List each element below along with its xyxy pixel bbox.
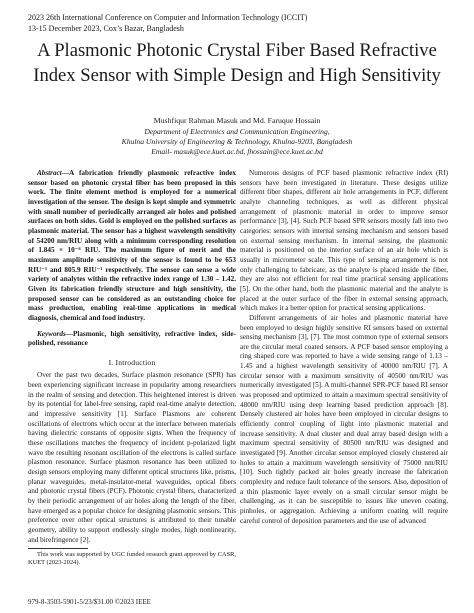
abstract (28, 169, 236, 324)
paper-authors: Mushfiqur Rahman Masuk and Md. Faruque Hossain (153, 116, 321, 125)
right-column (240, 169, 448, 526)
section-heading-introduction: I. Introduction (108, 357, 156, 367)
copyright-footer: 979-8-3503-5901-5/23/$31.00 ©2023 IEEE (28, 598, 151, 606)
left-column (28, 169, 236, 567)
paper-title: A Plasmonic Photonic Crystal Fiber Based Refractive Index Sensor with Simple Design and High Sensitivity (33, 40, 441, 86)
keywords-text: —Plasmonic, high sensitivity, refractive index, side-polished, resonance (28, 329, 236, 348)
conference-header (28, 13, 307, 34)
intro-paragraph-right-2: Different arrangements of air holes and plasmonic material have been employed to design highly sensitive RI sensors based on external sensing mechanism [3], [7]. The most common type of external sensors are the circular metal coated sensors. A PCF based sensor employing a ring shaped core was reported to have a wide sensing range of 1.13 – 1.45 and a highest wavelength sensitivity of 40000 nm/RIU [7]. A circular sensor with a maximum sensitivity of 40500 nm/RIU was numerically investigated [5]. A multi-channel SPR-PCF based RI sensor was proposed and optimized to attain a maximum spectral sensitivity of 48000 nm/RIU using deep learning based prediction approach [8]. Densely clustered air holes have been employed in circular designs to efficiently control coupling of light into plasmonic material and increase sensitivity. A dual cluster and dual array based design with a maximum spectral sensitivity of 80500 nm/RIU was designed and investigated [9]. Another circular sensor employed closely clustered air holes to attain a maximum wavelength sensitivity of 75000 nm/RIU [10]. Such tightly packed air holes greatly increase the fabrication complexity and reduce fault tolerance of the sensors. Also, deposition of a thin plasmonic layer evenly on a small circular sensor might be challenging, as it can be susceptible to issues like uneven coating, pinholes, or aggregation. Achieving a uniform coating will require careful control of deposition parameters and the use of advanced (240, 313, 448, 525)
intro-paragraph-right-1: Numerous designs of PCF based plasmonic refractive index (RI) sensors have been investigated in literature. These designs utilize different fiber shapes, different air hole arrangements in PCF, different analyte channeling techniques, as well as different physical arrangement of plasmonic material in order to improve sensor performance [3], [4]. Such PCF based SPR sensors mostly fall into two categories: sensors with internal sensing mechanism and sensors based on external sensing mechanism. In internal sensing, the plasmonic material is positioned on the interior surface of an air hole which is usually in micrometer scale. This type of sensing arrangement is not only challenging to fabricate, as the analyte is placed inside the fiber, they are also not efficient for real time practical sensing applications [5]. On the other hand, both the plasmonic material and the analyte is placed at the outer surface of the fiber in external sensing approach, which makes it a better option for practical sensing applications. (240, 169, 448, 313)
footnote-divider (28, 548, 88, 549)
conference-date-location: 13-15 December 2023, Cox’s Bazar, Bangladesh (28, 23, 184, 33)
conference-name: 2023 26th International Conference on Computer and Information Technology (ICCIT) (28, 13, 308, 22)
abstract-label: Abstract (37, 169, 62, 177)
affiliation-department: Department of Electronics and Communication Engineering, (144, 127, 330, 136)
intro-paragraph-left: Over the past two decades, Surface plasmon resonance (SPR) has been experiencing significant increase in popularity among researchers in the realm of sensing and detection. This heightened interest is driven by its potential for label-free sensing, rapid real-time analyte detection, and impressive sensitivity [1]. Surface Plasmons are coherent oscillations of electrons which occur at the interface between materials having dielectric constants of opposite signs. When the frequency of these oscillations matches the frequency of incident p-polarized light wave the resulting resonant oscillation of the electrons is called surface plasmon resonance. Surface plasmon resonance has been utilized to design sensors employing many different optical structures like, prisms, planar waveguides, metal-insulator-metal waveguides, optical fibers and photonic crystal fibers (PCF). Photonic crystal fibers, characterized by their periodic arrangement of air holes along the length of the fiber, have emerged as a popular choice for designing plasmonic sensors. This preference over other optical structures is attributed to their tunable geometry, ability to support endlessly single modes, high nonlinearity, and birefringence [2]. (28, 371, 236, 544)
affiliation-university: Khulna University of Engineering & Technology, Khulna-9203, Bangladesh (121, 137, 353, 146)
funding-footnote: This work was supported by UGC funded research grant approved by CASR, KUET (2023-2024). (28, 551, 236, 567)
abstract-text: —A fabrication friendly plasmonic refractive index sensor based on photonic crystal fiber has been proposed in this work. The finite element method is employed for a numerical investigation of the sensor. The design is kept simple and symmetric with small number of periodically arranged air holes and polished surfaces on both sides. Gold is employed on the polished surfaces as plasmonic material. The sensor has a highest wavelength sensitivity of 54200 nm/RIU along with a minimum corresponding resolution of 1.845 × 10⁻⁶ RIU. The maximum figure of merit and the maximum amplitude sensitivity of the sensor is found to be 653 RIU⁻¹ and 805.9 RIU⁻¹ respectively. The sensor can sense a wide variety of analytes within the refractive index range of 1.30 – 1.42. Given its fabrication friendly structure and high sensitivity, the proposed sensor can be considered as an outstanding choice for mass production, enabling real-time applications in medical diagnosis, chemical and food industry. (28, 169, 236, 322)
keywords (28, 330, 236, 349)
keywords-label: Keywords (37, 329, 66, 338)
affiliation-email: Email- masuk@ece.kuet.ac.bd, fhossain@ece.kuet.ac.bd (151, 147, 323, 156)
author-affiliation (20, 127, 454, 157)
